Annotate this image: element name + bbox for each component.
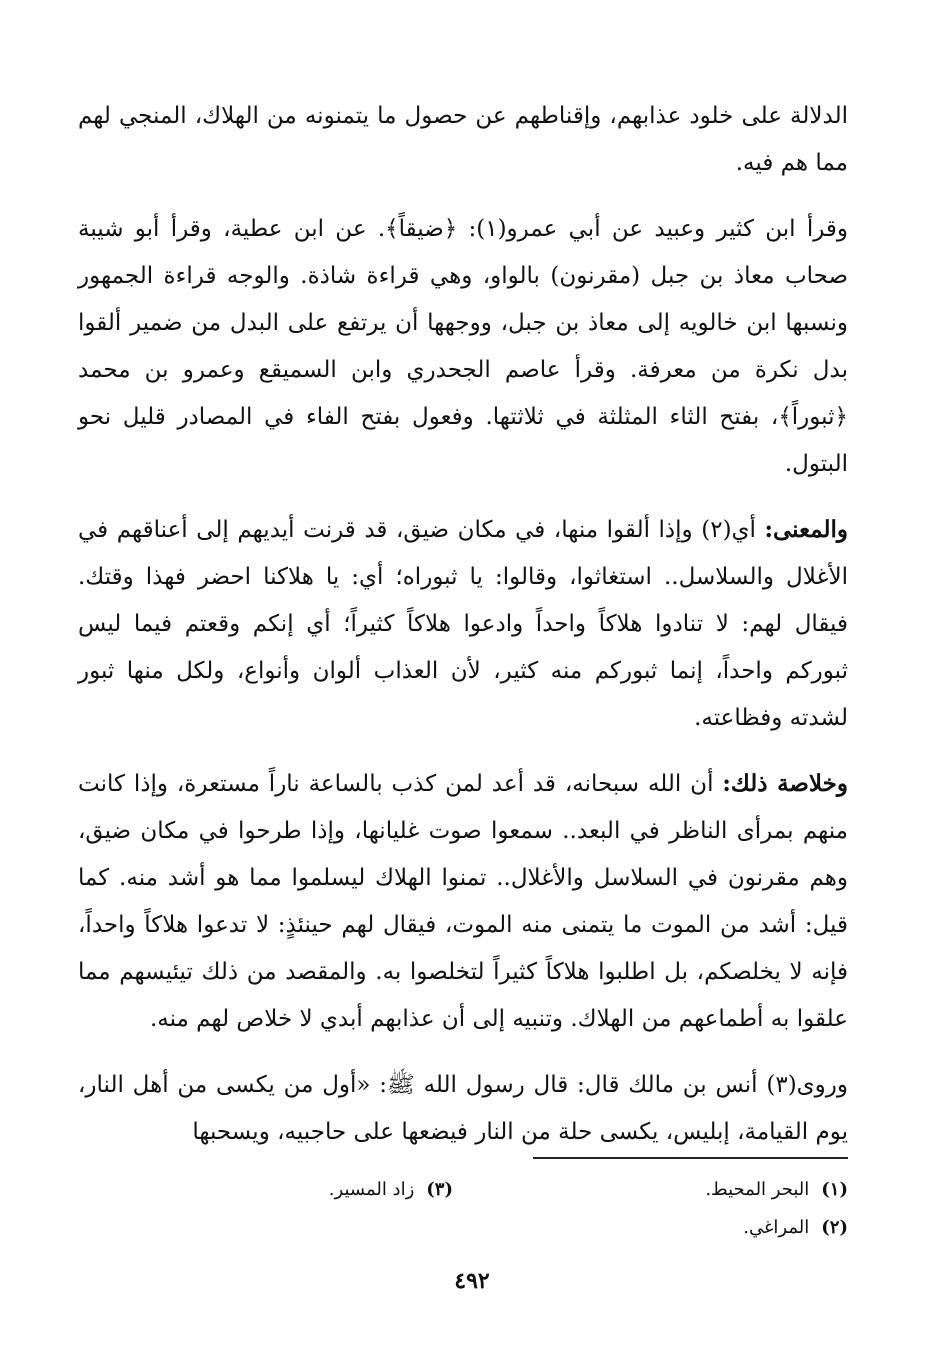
footnote-1 — [705, 1177, 848, 1203]
paragraph-4-lead: وخلاصة ذلك: — [722, 770, 848, 797]
paragraph-5-text: وروى(٣) أنس بن مالك قال: قال رسول الله ﷺ: «أول من يكسى من أهل النار، يوم القيامة، إبليس، يكسى حلة من النار فيضعها على حاجبيه، ويسحبها — [78, 1072, 848, 1145]
footnote-1-number: (١) — [821, 1179, 848, 1200]
paragraph-2-text: وقرأ ابن كثير وعبيد عن أبي عمرو(١): ﴿ضيقاً﴾. عن ابن عطية، وقرأ أبو شيبة صحاب معاذ بن جبل (مقرنون) بالواو، وهي قراءة شاذة. والوجه قراءة الجمهور ونسبها ابن خالويه إلى معاذ بن جبل، ووجهها أن يرتفع على البدل من ضمير ألقوا بدل نكرة من معرفة. وقرأ عاصم الجحدري وابن السميقع وعمرو بن محمد ﴿ثبوراً﴾، بفتح الثاء المثلثة في ثلاثتها. وفعول بفتح الفاء في المصادر قليل نحو البتول. — [78, 216, 848, 477]
paragraph-3-text: أي(٢) وإذا ألقوا منها، في مكان ضيق، قد قرنت أيديهم إلى أعناقهم في الأغلال والسلاسل.. استغاثوا، وقالوا: يا ثبوراه؛ أي: يا هلاكنا احضر فهذا وقتك. فيقال لهم: لا تنادوا هلاكاً واحداً وادعوا هلاكاً كثيراً؛ أي إنكم وقعتم فيما ليس ثبوركم واحداً، إنما ثبوركم منه كثير، لأن العذاب ألوان وأنواع، ولكل منها ثبور لشدته وفظاعته. — [78, 517, 848, 731]
page-number: ٤٩٢ — [454, 1268, 490, 1294]
footnote-2-text: المراغي. — [743, 1217, 810, 1238]
paragraph-4-text: أن الله سبحانه، قد أعد لمن كذب بالساعة ناراً مستعرة، وإذا كانت منهم بمرأى الناظر في البعد.. سمعوا صوت غليانها، وإذا طرحوا في مكان ضيق، وهم مقرنون في السلاسل والأغلال.. تمنوا الهلاك ليسلموا مما هو أشد منه. كما قيل: أشد من الموت ما يتمنى منه الموت، فيقال لهم حينئذٍ: لا تدعوا هلاكاً واحداً، فإنه لا يخلصكم، بل اطلبوا هلاكاً كثيراً لتخلصوا به. والمقصد من ذلك تيئيسهم مما علقوا به أطماعهم من الهلاك. وتنبيه إلى أن عذابهم أبدي لا خلاص لهم منه. — [78, 771, 848, 1032]
footnote-3-text: زاد المسير. — [328, 1179, 415, 1200]
page-body — [78, 92, 848, 1174]
footnote-1-text: البحر المحيط. — [705, 1179, 810, 1200]
footnote-3 — [329, 1177, 453, 1203]
paragraph-2 — [78, 205, 848, 488]
footnote-2 — [743, 1215, 848, 1241]
footnote-3-number: (٣) — [426, 1179, 453, 1200]
paragraph-3-lead: والمعنى: — [764, 516, 848, 543]
footnote-divider — [533, 1157, 848, 1159]
paragraph-4 — [78, 760, 848, 1043]
paragraph-5 — [78, 1061, 848, 1156]
footnote-2-number: (٢) — [821, 1217, 848, 1238]
paragraph-3 — [78, 506, 848, 742]
paragraph-1 — [78, 92, 848, 187]
paragraph-1-text: الدلالة على خلود عذابهم، وإقناطهم عن حصول ما يتمنونه من الهلاك، المنجي لهم مما هم فيه. — [78, 103, 848, 176]
